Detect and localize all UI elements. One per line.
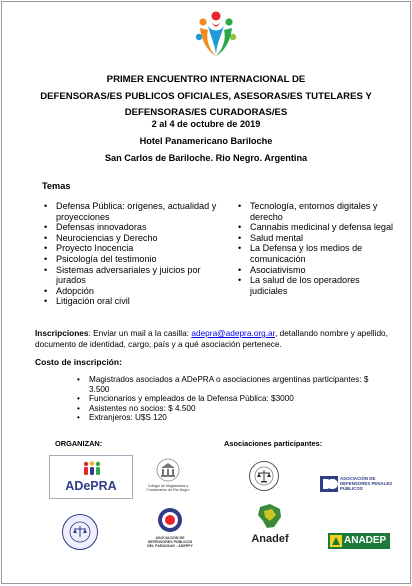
registration-email-link[interactable]: adepra@adepra.org.ar (191, 328, 275, 338)
flyer-page (1, 1, 411, 584)
adepra-logo (49, 455, 133, 499)
anadef-logo-text: Anadef (251, 533, 289, 545)
topic-item: • Psicología del testimonio (44, 254, 224, 265)
adeppy-logo-text: ASOCIACIÓN DE DEFENSORES PÚBLICOS DEL PARAGUAY · ADEPPY (147, 536, 193, 548)
topic-item: • Cannabis medicinal y defensa legal (238, 222, 398, 233)
topic-item: • La salud de los operadores judiciales (238, 275, 398, 296)
registration-info (35, 328, 392, 350)
event-title (12, 72, 400, 122)
scales-icon (254, 466, 274, 486)
topic-item: • Tecnología, entornos digitales y derecho (238, 201, 398, 222)
topic-item: • Adopción (44, 286, 224, 297)
cost-list (77, 375, 377, 423)
adepra-logo-text: ADePRA (65, 479, 117, 493)
cost-item: • Funcionarios y empleados de la Defensa Pública: $3000 (77, 394, 377, 404)
justice-seal-logo (249, 461, 279, 491)
adeppy-logo (144, 507, 196, 551)
topic-item: • Asociativismo (238, 265, 398, 276)
event-city: San Carlos de Bariloche. Rio Negro. Argentina (104, 153, 308, 163)
event-title-line: DEFENSORAS/ES PUBLICOS OFICIALES, ASESORAS/ES TUTELARES Y (40, 90, 372, 102)
topic-item: • Defensa Pública: orígenes, actualidad y proyecciones (44, 201, 224, 222)
anadep-logo (328, 533, 390, 549)
ddp-monogram-icon (320, 476, 338, 492)
topics-list-left (44, 201, 224, 307)
event-title-line: DEFENSORAS/ES CURADORAS/ES (124, 107, 288, 118)
topic-item: • Sistemas adversariales y juicios por jurados (44, 265, 224, 286)
colegio-magistrados-logo (146, 458, 190, 496)
cost-item: • Extranjeros: U$S 120 (77, 413, 377, 423)
registration-label: Inscripciones (35, 328, 89, 338)
topic-item: • La Defensa y los medios de comunicación (238, 243, 398, 264)
event-title-line: PRIMER ENCUENTRO INTERNACIONAL DE (106, 74, 306, 85)
registration-text-after: , detallando nombre y apellido, documento de identidad, cargo, país y a qué asociación pertenece. (35, 328, 388, 350)
topic-item: • Salud mental (238, 233, 398, 244)
cost-item: • Asistentes no socios: $ 4.500 (77, 404, 377, 414)
defensores-penales-logo (320, 474, 394, 494)
adeppy-scales-icon (69, 521, 91, 543)
anadef-logo (245, 501, 295, 551)
topic-item: • Litigación oral civil (44, 296, 224, 307)
associations-heading: Asociaciones participantes: (224, 439, 323, 448)
event-venue: Hotel Panamericano Bariloche (139, 136, 273, 146)
adepra-figures-icon (82, 461, 102, 477)
courthouse-icon (156, 458, 180, 482)
event-logo-icon (194, 10, 238, 58)
registration-text: : Enviar un mail a la casilla: (88, 328, 192, 338)
topic-item: • Defensas innovadoras (44, 222, 224, 233)
cost-heading: Costo de inscripción: (35, 357, 122, 367)
event-dates: 2 al 4 de octubre de 2019 (151, 119, 261, 129)
defensores-logo-text: ASOCIACIÓN DE DEFENSORES PENALES PÚBLICOS (340, 476, 393, 491)
adeppy-seal-logo (62, 514, 98, 550)
brazil-map-icon (254, 501, 284, 531)
colegio-logo-text: Colegio de Magistrados y Funcionarios de Río Negro (146, 484, 190, 492)
topic-item: • Neurociencias y Derecho (44, 233, 224, 244)
organizers-heading: ORGANIZAN: (55, 439, 103, 448)
cost-item: • Magistrados asociados a ADePRA o asociaciones argentinas participantes: $ 3.500 (77, 375, 377, 394)
topic-item: • Proyecto Inocencia (44, 243, 224, 254)
topics-list-right (238, 201, 398, 296)
adeppy-emblem-icon (157, 507, 183, 533)
temas-heading: Temas (42, 181, 71, 191)
anadep-logo-text: ANADEP (344, 535, 387, 546)
anadep-mark-icon (330, 535, 342, 547)
